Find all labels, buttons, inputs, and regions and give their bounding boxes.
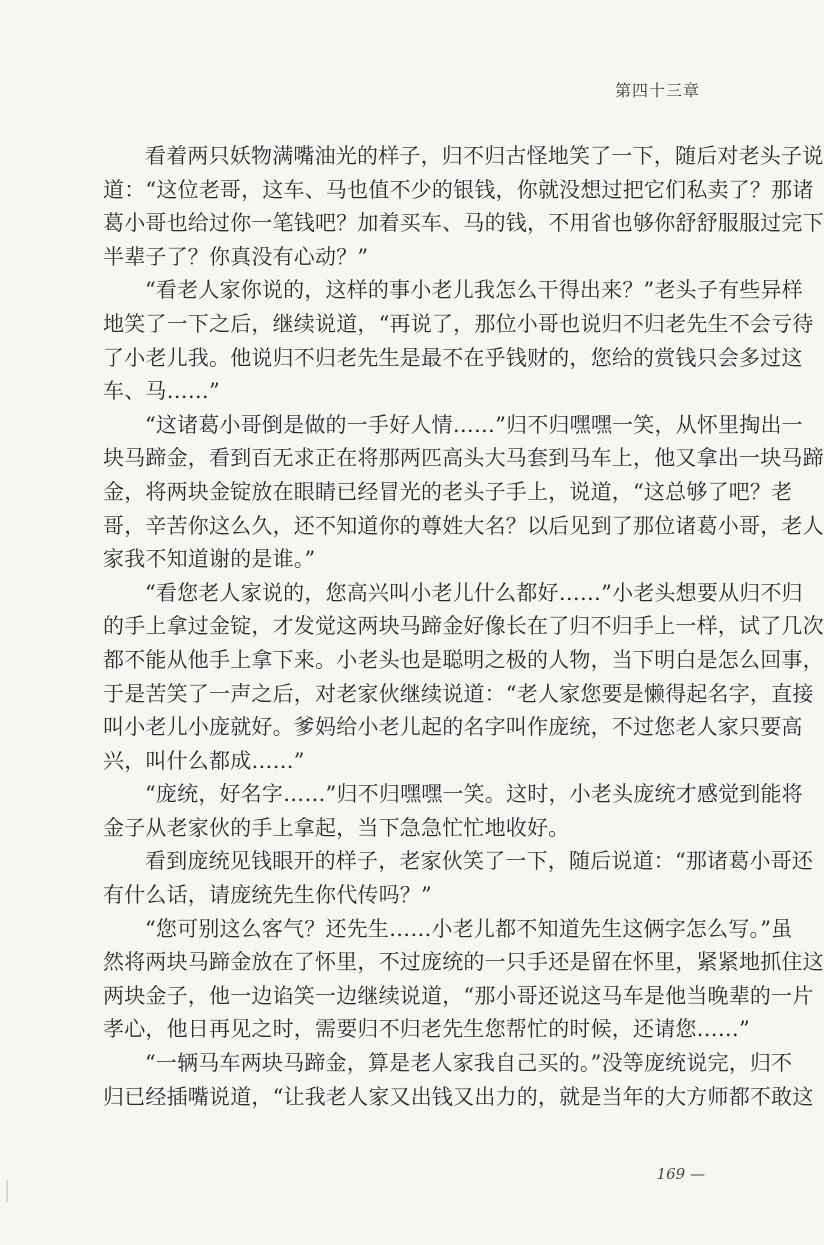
text-line: “这诸葛小哥倒是做的一手好人情……”归不归嘿嘿一笑，从怀里掏出一 [145, 412, 803, 437]
text-line: 块马蹄金，看到百无求正在将那两匹高头大马套到马车上，他又拿出一块马蹄 [103, 446, 824, 471]
text-line: 金，将两块金锭放在眼睛已经冒光的老头子手上，说道，“这总够了吧？老 [103, 479, 793, 504]
text-line: “您可别这么客气？还先生……小老儿都不知道先生这俩字怎么写。”虽 [145, 916, 793, 941]
text-line: 归已经插嘴说道，“让我老人家又出钱又出力的，就是当年的大方师都不敢这 [103, 1084, 814, 1109]
text-line: 看到庞统见钱眼开的样子，老家伙笑了一下，随后说道：“那诸葛小哥还 [145, 849, 814, 874]
text-line: 然将两块马蹄金放在了怀里，不过庞统的一只手还是留在怀里，紧紧地抓住这 [103, 950, 824, 975]
text-line: “一辆马车两块马蹄金，算是老人家我自己买的。”没等庞统说完，归不 [145, 1051, 793, 1076]
text-line: 于是苦笑了一声之后，对老家伙继续说道：“老人家您要是懒得起名字，直接 [103, 681, 814, 706]
text-line: 看着两只妖物满嘴油光的样子，归不归古怪地笑了一下，随后对老头子说 [145, 144, 824, 168]
text-line: 地笑了一下之后，继续说道，“再说了，那位小哥也说归不归老先生不会亏待 [103, 311, 814, 336]
text-line: 两块金子，他一边谄笑一边继续说道，“那小哥还说这马车是他当晚辈的一片 [103, 983, 814, 1008]
text-line: 道：“这位老哥，这车、马也值不少的银钱，你就没想过把它们私卖了？那诸 [103, 177, 814, 202]
text-line: 孝心，他日再见之时，需要归不归老先生您帮忙的时候，还请您……” [103, 1017, 750, 1042]
body-text [103, 140, 824, 1114]
text-line: “看老人家你说的，这样的事小老儿我怎么干得出来？”老头子有些异样 [145, 278, 803, 303]
chapter-running-head: 第四十三章 [614, 81, 700, 100]
text-line: 有什么话，请庞统先生你代传吗？” [103, 883, 432, 908]
text-line: “庞统，好名字……”归不归嘿嘿一笑。这时，小老头庞统才感觉到能将 [145, 782, 803, 807]
text-line: 哥，辛苦你这么久，还不知道你的尊姓大名？以后见到了那位诸葛小哥，老人 [103, 513, 824, 538]
text-line: 葛小哥也给过你一笔钱吧？加着买车、马的钱，不用省也够你舒舒服服过完下 [103, 211, 824, 236]
text-line: 都不能从他手上拿下来。小老头也是聪明之极的人物，当下明白是怎么回事， [103, 647, 824, 672]
text-line: 兴，叫什么都成……” [103, 748, 305, 773]
text-line: 的手上拿过金锭，才发觉这两块马蹄金好像长在了归不归手上一样，试了几次 [103, 614, 824, 639]
page-number: 169 — [656, 1165, 705, 1183]
text-line: “看您老人家说的，您高兴叫小老儿什么都好……”小老头想要从归不归 [145, 580, 803, 605]
text-line: 车、马……” [103, 379, 220, 404]
text-line: 家我不知道谢的是谁。” [103, 547, 316, 572]
gutter-mark [6, 1180, 8, 1202]
text-line: 金子从老家伙的手上拿起，当下急急忙忙地收好。 [103, 815, 570, 840]
text-line: 了小老儿我。他说归不归老先生是最不在乎钱财的，您给的赏钱只会多过这 [103, 345, 803, 370]
text-line: 半辈子了？你真没有心动？” [103, 244, 369, 269]
text-line: 叫小老儿小庞就好。爹妈给小老儿起的名字叫作庞统，不过您老人家只要高 [103, 715, 803, 740]
